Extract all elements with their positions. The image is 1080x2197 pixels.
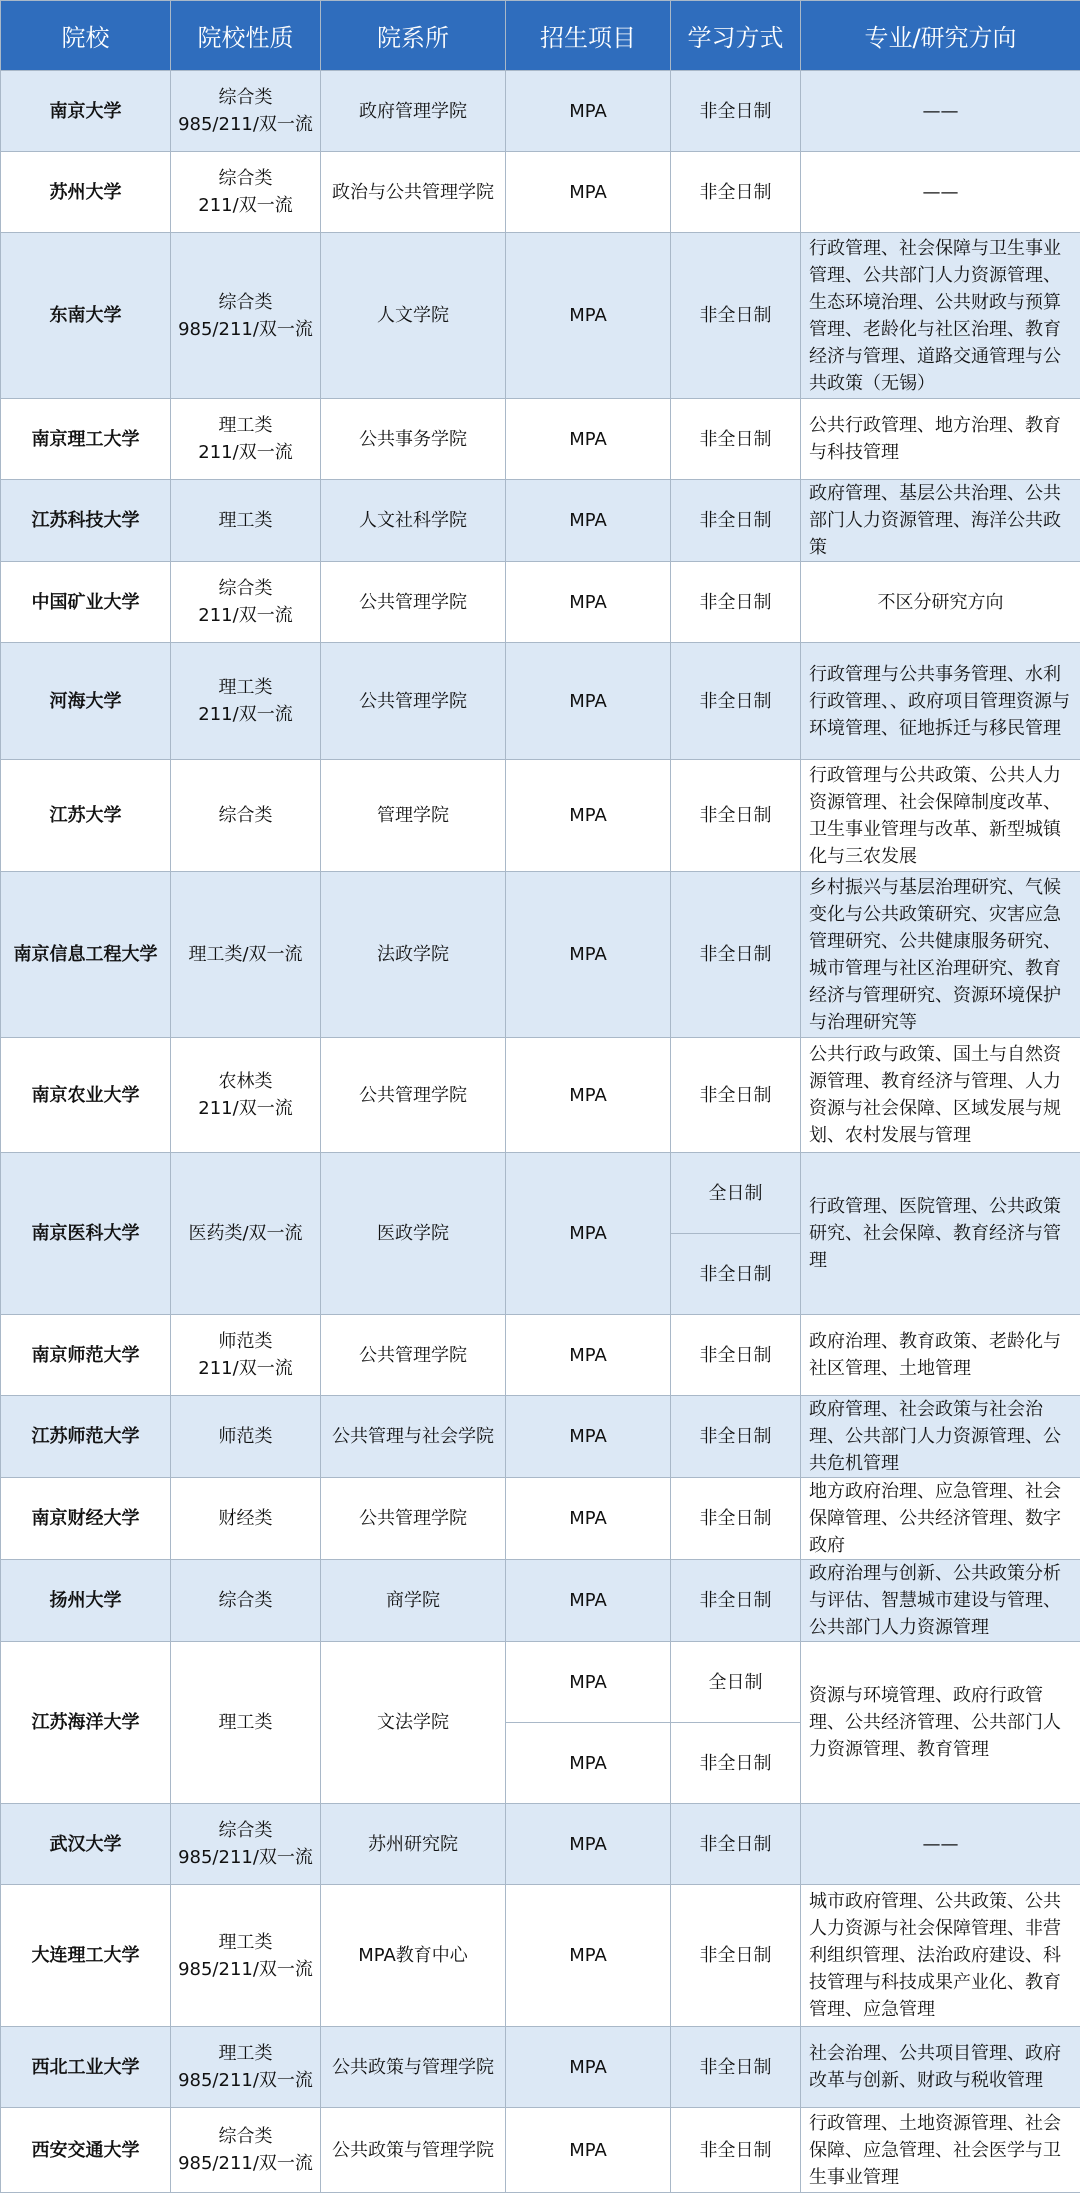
dept-cell: 公共管理学院 (321, 1038, 506, 1153)
nature-cell: 师范类 (171, 1396, 321, 1478)
table-row (1, 1804, 1080, 1885)
dept-cell: 商学院 (321, 1560, 506, 1642)
table-row (1, 562, 1080, 643)
nature-cell: 理工类 (171, 480, 321, 562)
table-row (1, 399, 1080, 480)
mode-cell: 非全日制 (671, 399, 801, 480)
mode-cell: 非全日制 (671, 1723, 801, 1804)
direction-cell: 公共行政管理、地方治理、教育与科技管理 (801, 399, 1080, 480)
program-cell: MPA (506, 1038, 671, 1153)
dept-cell: 公共管理学院 (321, 643, 506, 760)
dept-cell: 公共管理学院 (321, 562, 506, 643)
school-cell: 江苏师范大学 (1, 1396, 171, 1478)
school-cell: 西北工业大学 (1, 2027, 171, 2108)
table-row (1, 2027, 1080, 2108)
school-cell: 江苏海洋大学 (1, 1642, 171, 1804)
school-cell: 南京师范大学 (1, 1315, 171, 1396)
nature-cell: 财经类 (171, 1478, 321, 1560)
program-cell: MPA (506, 2027, 671, 2108)
program-cell: MPA (506, 1642, 671, 1723)
header-mode: 学习方式 (671, 1, 801, 71)
mode-cell: 非全日制 (671, 1315, 801, 1396)
dept-cell: 苏州研究院 (321, 1804, 506, 1885)
program-cell: MPA (506, 1723, 671, 1804)
program-cell: MPA (506, 71, 671, 152)
mode-cell: 非全日制 (671, 152, 801, 233)
table-row (1, 1478, 1080, 1560)
table-row (1, 1560, 1080, 1642)
school-cell: 扬州大学 (1, 1560, 171, 1642)
mode-cell: 非全日制 (671, 1478, 801, 1560)
table-row (1, 643, 1080, 760)
mode-cell: 非全日制 (671, 2108, 801, 2193)
direction-cell: 政府管理、基层公共治理、公共部门人力资源管理、海洋公共政策 (801, 480, 1080, 562)
mode-cell: 非全日制 (671, 233, 801, 399)
direction-cell: 政府管理、社会政策与社会治理、公共部门人力资源管理、公共危机管理 (801, 1396, 1080, 1478)
program-cell: MPA (506, 1560, 671, 1642)
dept-cell: 政治与公共管理学院 (321, 152, 506, 233)
school-cell: 江苏大学 (1, 760, 171, 872)
direction-cell: 行政管理、医院管理、公共政策研究、社会保障、教育经济与管理 (801, 1153, 1080, 1315)
mode-cell: 非全日制 (671, 1038, 801, 1153)
mode-cell: 非全日制 (671, 1234, 801, 1315)
nature-cell: 综合类 (171, 1560, 321, 1642)
dept-cell: 医政学院 (321, 1153, 506, 1315)
dept-cell: 文法学院 (321, 1642, 506, 1804)
table-row (1, 1153, 1080, 1234)
mode-cell: 非全日制 (671, 1560, 801, 1642)
direction-cell: 不区分研究方向 (801, 562, 1080, 643)
school-cell: 西安交通大学 (1, 2108, 171, 2193)
table-row (1, 872, 1080, 1038)
program-cell: MPA (506, 1885, 671, 2027)
dept-cell: 管理学院 (321, 760, 506, 872)
dept-cell: 公共政策与管理学院 (321, 2108, 506, 2193)
nature-cell: 医药类/双一流 (171, 1153, 321, 1315)
mode-cell: 非全日制 (671, 872, 801, 1038)
table-row (1, 480, 1080, 562)
mode-cell: 非全日制 (671, 2027, 801, 2108)
dept-cell: 公共管理学院 (321, 1315, 506, 1396)
dept-cell: 人文社科学院 (321, 480, 506, 562)
mode-cell: 非全日制 (671, 1396, 801, 1478)
table-row (1, 1642, 1080, 1723)
header-direction: 专业/研究方向 (801, 1, 1080, 71)
program-cell: MPA (506, 399, 671, 480)
program-cell: MPA (506, 643, 671, 760)
mode-cell: 全日制 (671, 1153, 801, 1234)
table-row (1, 760, 1080, 872)
school-cell: 武汉大学 (1, 1804, 171, 1885)
direction-cell: —— (801, 71, 1080, 152)
dept-cell: 公共管理学院 (321, 1478, 506, 1560)
header-dept: 院系所 (321, 1, 506, 71)
program-cell: MPA (506, 562, 671, 643)
school-cell: 南京医科大学 (1, 1153, 171, 1315)
table-row (1, 1038, 1080, 1153)
program-cell: MPA (506, 152, 671, 233)
direction-cell: —— (801, 152, 1080, 233)
direction-cell: 社会治理、公共项目管理、政府改革与创新、财政与税收管理 (801, 2027, 1080, 2108)
table-row (1, 152, 1080, 233)
program-cell: MPA (506, 760, 671, 872)
school-cell: 江苏科技大学 (1, 480, 171, 562)
table-row (1, 1885, 1080, 2027)
direction-cell: 公共行政与政策、国土与自然资源管理、教育经济与管理、人力资源与社会保障、区域发展与规划、农村发展与管理 (801, 1038, 1080, 1153)
dept-cell: 人文学院 (321, 233, 506, 399)
dept-cell: MPA教育中心 (321, 1885, 506, 2027)
direction-cell: 行政管理、土地资源管理、社会保障、应急管理、社会医学与卫生事业管理 (801, 2108, 1080, 2193)
nature-cell: 理工类 985/211/双一流 (171, 2027, 321, 2108)
nature-cell: 理工类/双一流 (171, 872, 321, 1038)
nature-cell: 理工类 211/双一流 (171, 399, 321, 480)
school-cell: 南京信息工程大学 (1, 872, 171, 1038)
direction-cell: 行政管理、社会保障与卫生事业管理、公共部门人力资源管理、生态环境治理、公共财政与预算管理、老龄化与社区治理、教育经济与管理、道路交通管理与公共政策（无锡） (801, 233, 1080, 399)
table-row (1, 71, 1080, 152)
program-cell: MPA (506, 1153, 671, 1315)
program-cell: MPA (506, 1478, 671, 1560)
program-cell: MPA (506, 2108, 671, 2193)
mode-cell: 非全日制 (671, 760, 801, 872)
program-cell: MPA (506, 1804, 671, 1885)
mode-cell: 全日制 (671, 1642, 801, 1723)
nature-cell: 综合类 985/211/双一流 (171, 2108, 321, 2193)
direction-cell: 城市政府管理、公共政策、公共人力资源与社会保障管理、非营利组织管理、法治政府建设、科技管理与科技成果产业化、教育管理、应急管理 (801, 1885, 1080, 2027)
school-cell: 南京财经大学 (1, 1478, 171, 1560)
direction-cell: 地方政府治理、应急管理、社会保障管理、公共经济管理、数字政府 (801, 1478, 1080, 1560)
header-nature: 院校性质 (171, 1, 321, 71)
direction-cell: 行政管理与公共事务管理、水利行政管理、、政府项目管理资源与环境管理、征地拆迁与移民管理 (801, 643, 1080, 760)
school-cell: 南京农业大学 (1, 1038, 171, 1153)
mode-cell: 非全日制 (671, 562, 801, 643)
nature-cell: 理工类 211/双一流 (171, 643, 321, 760)
dept-cell: 法政学院 (321, 872, 506, 1038)
school-cell: 大连理工大学 (1, 1885, 171, 2027)
nature-cell: 综合类 211/双一流 (171, 562, 321, 643)
mode-cell: 非全日制 (671, 1885, 801, 2027)
direction-cell: 政府治理与创新、公共政策分析与评估、智慧城市建设与管理、公共部门人力资源管理 (801, 1560, 1080, 1642)
header-program: 招生项目 (506, 1, 671, 71)
school-cell: 河海大学 (1, 643, 171, 760)
program-cell: MPA (506, 872, 671, 1038)
school-cell: 东南大学 (1, 233, 171, 399)
program-cell: MPA (506, 480, 671, 562)
mode-cell: 非全日制 (671, 480, 801, 562)
direction-cell: 资源与环境管理、政府行政管理、公共经济管理、公共部门人力资源管理、教育管理 (801, 1642, 1080, 1804)
school-cell: 中国矿业大学 (1, 562, 171, 643)
mode-cell: 非全日制 (671, 71, 801, 152)
dept-cell: 公共事务学院 (321, 399, 506, 480)
table-row (1, 1396, 1080, 1478)
mode-cell: 非全日制 (671, 643, 801, 760)
dept-cell: 公共管理与社会学院 (321, 1396, 506, 1478)
header-row (1, 1, 1080, 71)
nature-cell: 综合类 985/211/双一流 (171, 71, 321, 152)
direction-cell: 行政管理与公共政策、公共人力资源管理、社会保障制度改革、卫生事业管理与改革、新型城镇化与三农发展 (801, 760, 1080, 872)
nature-cell: 师范类 211/双一流 (171, 1315, 321, 1396)
table-row (1, 2108, 1080, 2193)
program-cell: MPA (506, 233, 671, 399)
school-cell: 南京理工大学 (1, 399, 171, 480)
dept-cell: 公共政策与管理学院 (321, 2027, 506, 2108)
dept-cell: 政府管理学院 (321, 71, 506, 152)
direction-cell: 政府治理、教育政策、老龄化与社区管理、土地管理 (801, 1315, 1080, 1396)
nature-cell: 综合类 985/211/双一流 (171, 1804, 321, 1885)
nature-cell: 理工类 (171, 1642, 321, 1804)
nature-cell: 农林类 211/双一流 (171, 1038, 321, 1153)
school-cell: 南京大学 (1, 71, 171, 152)
header-school: 院校 (1, 1, 171, 71)
mode-cell: 非全日制 (671, 1804, 801, 1885)
table-row (1, 233, 1080, 399)
nature-cell: 理工类 985/211/双一流 (171, 1885, 321, 2027)
program-cell: MPA (506, 1315, 671, 1396)
nature-cell: 综合类 211/双一流 (171, 152, 321, 233)
program-cell: MPA (506, 1396, 671, 1478)
table-row (1, 1315, 1080, 1396)
direction-cell: 乡村振兴与基层治理研究、气候变化与公共政策研究、灾害应急管理研究、公共健康服务研究、城市管理与社区治理研究、教育经济与管理研究、资源环境保护与治理研究等 (801, 872, 1080, 1038)
nature-cell: 综合类 (171, 760, 321, 872)
nature-cell: 综合类 985/211/双一流 (171, 233, 321, 399)
school-cell: 苏州大学 (1, 152, 171, 233)
direction-cell: —— (801, 1804, 1080, 1885)
